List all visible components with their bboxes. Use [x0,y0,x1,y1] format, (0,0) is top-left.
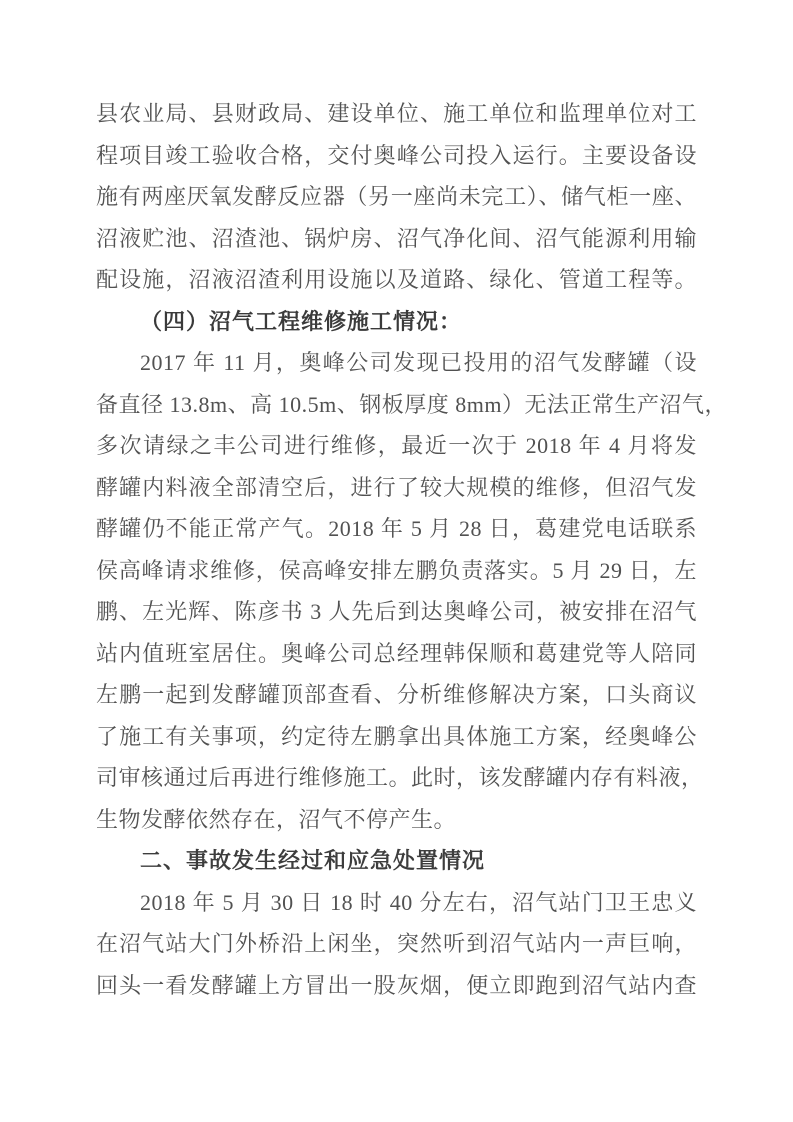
text-line: 站内值班室居住。奥峰公司总经理韩保顺和葛建党等人陪同 [96,640,697,666]
text-line: 回头一看发酵罐上方冒出一股灰烟，便立即跑到沼气站内查 [96,972,697,998]
section-heading-repair-construction: （四）沼气工程维修施工情况： [140,308,463,334]
text-line: 鹏、左光辉、陈彦书 3 人先后到达奥峰公司，被安排在沼气 [96,599,697,624]
text-line: 了施工有关事项，约定待左鹏拿出具体施工方案，经奥峰公 [96,723,697,749]
text-line: 2017 年 11 月，奥峰公司发现已投用的沼气发酵罐（设 [140,350,697,375]
text-line: 酵罐内料液全部清空后，进行了较大规模的维修，但沼气发 [96,474,697,500]
text-line: 侯高峰请求维修，侯高峰安排左鹏负责落实。5 月 29 日，左 [96,557,697,583]
text-line: 在沼气站大门外桥沿上闲坐，突然听到沼气站内一声巨响， [96,931,697,956]
text-line: 酵罐仍不能正常产气。2018 年 5 月 28 日，葛建党电话联系 [96,516,697,541]
section-heading-accident-course: 二、事故发生经过和应急处置情况 [140,848,486,873]
document-body [96,93,727,1006]
text-line: 生物发酵依然存在，沼气不停产生。 [96,806,457,832]
text-line: 司审核通过后再进行维修施工。此时，该发酵罐内存有料液， [96,765,704,790]
text-line: 配设施，沼液沼渣利用设施以及道路、绿化、管道工程等。 [96,267,697,292]
text-line: 沼液贮池、沼渣池、锅炉房、沼气净化间、沼气能源利用输 [96,225,697,251]
paragraph-continuation [96,93,697,301]
text-line: 备直径 13.8m、高 10.5m、钢板厚度 8mm）无法正常生产沼气， [96,391,727,417]
paragraph-accident-occurrence [96,882,697,1007]
paragraph-repair-history [96,342,727,840]
text-line: 2018 年 5 月 30 日 18 时 40 分左右，沼气站门卫王忠义 [140,889,697,915]
text-line: 多次请绿之丰公司进行维修，最近一次于 2018 年 4 月将发 [96,433,697,458]
text-line: 施有两座厌氧发酵反应器（另一座尚未完工）、储气柜一座、 [96,184,697,209]
text-line: 左鹏一起到发酵罐顶部查看、分析维修解决方案，口头商议 [96,682,697,707]
text-line: 县农业局、县财政局、建设单位、施工单位和监理单位对工 [96,101,697,126]
text-line: 程项目竣工验收合格，交付奥峰公司投入运行。主要设备设 [96,142,697,168]
